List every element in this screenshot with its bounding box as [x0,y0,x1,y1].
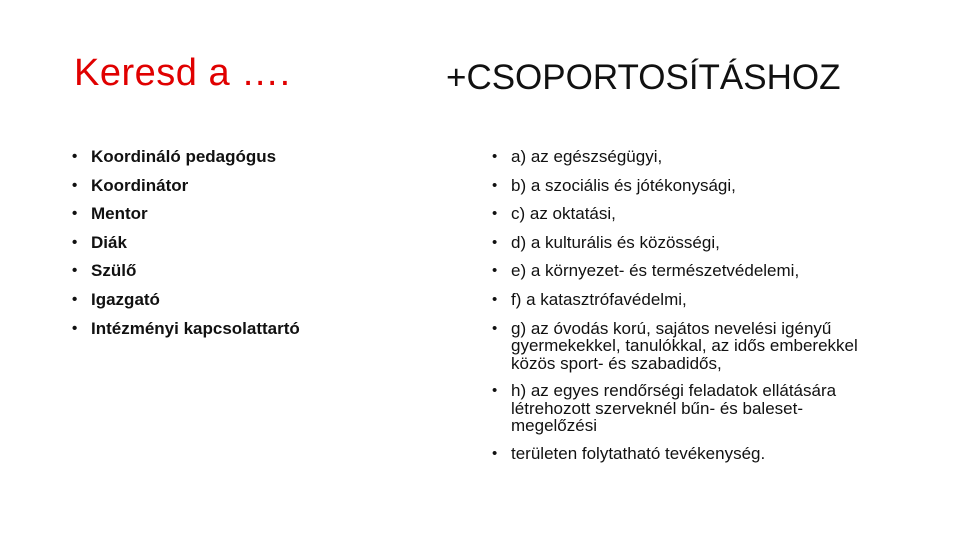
list-item [72,286,300,315]
bullet-dot-icon: • [492,290,498,308]
list-item-text: c) az oktatási, [511,204,616,224]
bullet-dot-icon: • [492,176,498,194]
right-bullet-list [492,143,871,468]
list-item-text: h) az egyes rendőrségi feladatok ellátására létrehozott szerveknél bűn- és baleset-megelőzési [511,381,837,436]
bullet-dot-icon: • [72,148,78,165]
list-item [72,257,300,286]
bullet-dot-icon: • [72,176,78,194]
list-item [492,257,871,286]
list-item [72,172,300,201]
bullet-dot-icon: • [72,290,78,308]
list-item [492,440,871,469]
bullet-dot-icon: • [492,444,498,462]
list-item-text: a) az egészségügyi, [511,147,663,166]
list-item [492,143,871,172]
list-item-text: d) a kulturális és közösségi, [511,232,720,252]
bullet-dot-icon: • [492,148,498,165]
list-item [492,286,871,315]
list-item-text: g) az óvodás korú, sajátos nevelési igényű gyermekekkel, tanulókkal, az idős emberekkel közös sport- és szabadidős, [511,318,858,373]
list-item [492,229,871,258]
bullet-dot-icon: • [72,319,78,337]
list-item-text: Koordinátor [91,175,189,195]
left-title: Keresd a …. [74,52,291,94]
bullet-dot-icon: • [492,319,498,337]
right-title: +CSOPORTOSÍTÁSHOZ [446,58,841,97]
bullet-dot-icon: • [492,382,498,400]
list-item-text: területen folytatható tevékenység. [511,443,766,463]
list-item [492,172,871,201]
bullet-dot-icon: • [72,262,78,280]
bullet-dot-icon: • [72,205,78,223]
list-item-text: Szülő [91,261,137,281]
bullet-dot-icon: • [492,205,498,223]
list-item-text: Diák [91,232,127,252]
list-item [72,229,300,258]
list-item [492,377,871,440]
list-item-text: Intézményi kapcsolattartó [91,318,300,338]
list-item [72,315,300,344]
list-item [72,200,300,229]
list-item-text: Mentor [91,204,148,224]
list-item [492,315,871,378]
bullet-dot-icon: • [492,233,498,251]
list-item-text: f) a katasztrófavédelmi, [511,289,687,309]
list-item-text: e) a környezet- és természetvédelemi, [511,261,800,281]
list-item [492,200,871,229]
list-item-text: b) a szociális és jótékonysági, [511,175,736,195]
list-item-text: Koordináló pedagógus [91,147,277,166]
bullet-dot-icon: • [492,262,498,280]
list-item-text: Igazgató [91,289,160,309]
list-item [72,143,300,172]
left-bullet-list [72,143,300,343]
bullet-dot-icon: • [72,233,78,251]
